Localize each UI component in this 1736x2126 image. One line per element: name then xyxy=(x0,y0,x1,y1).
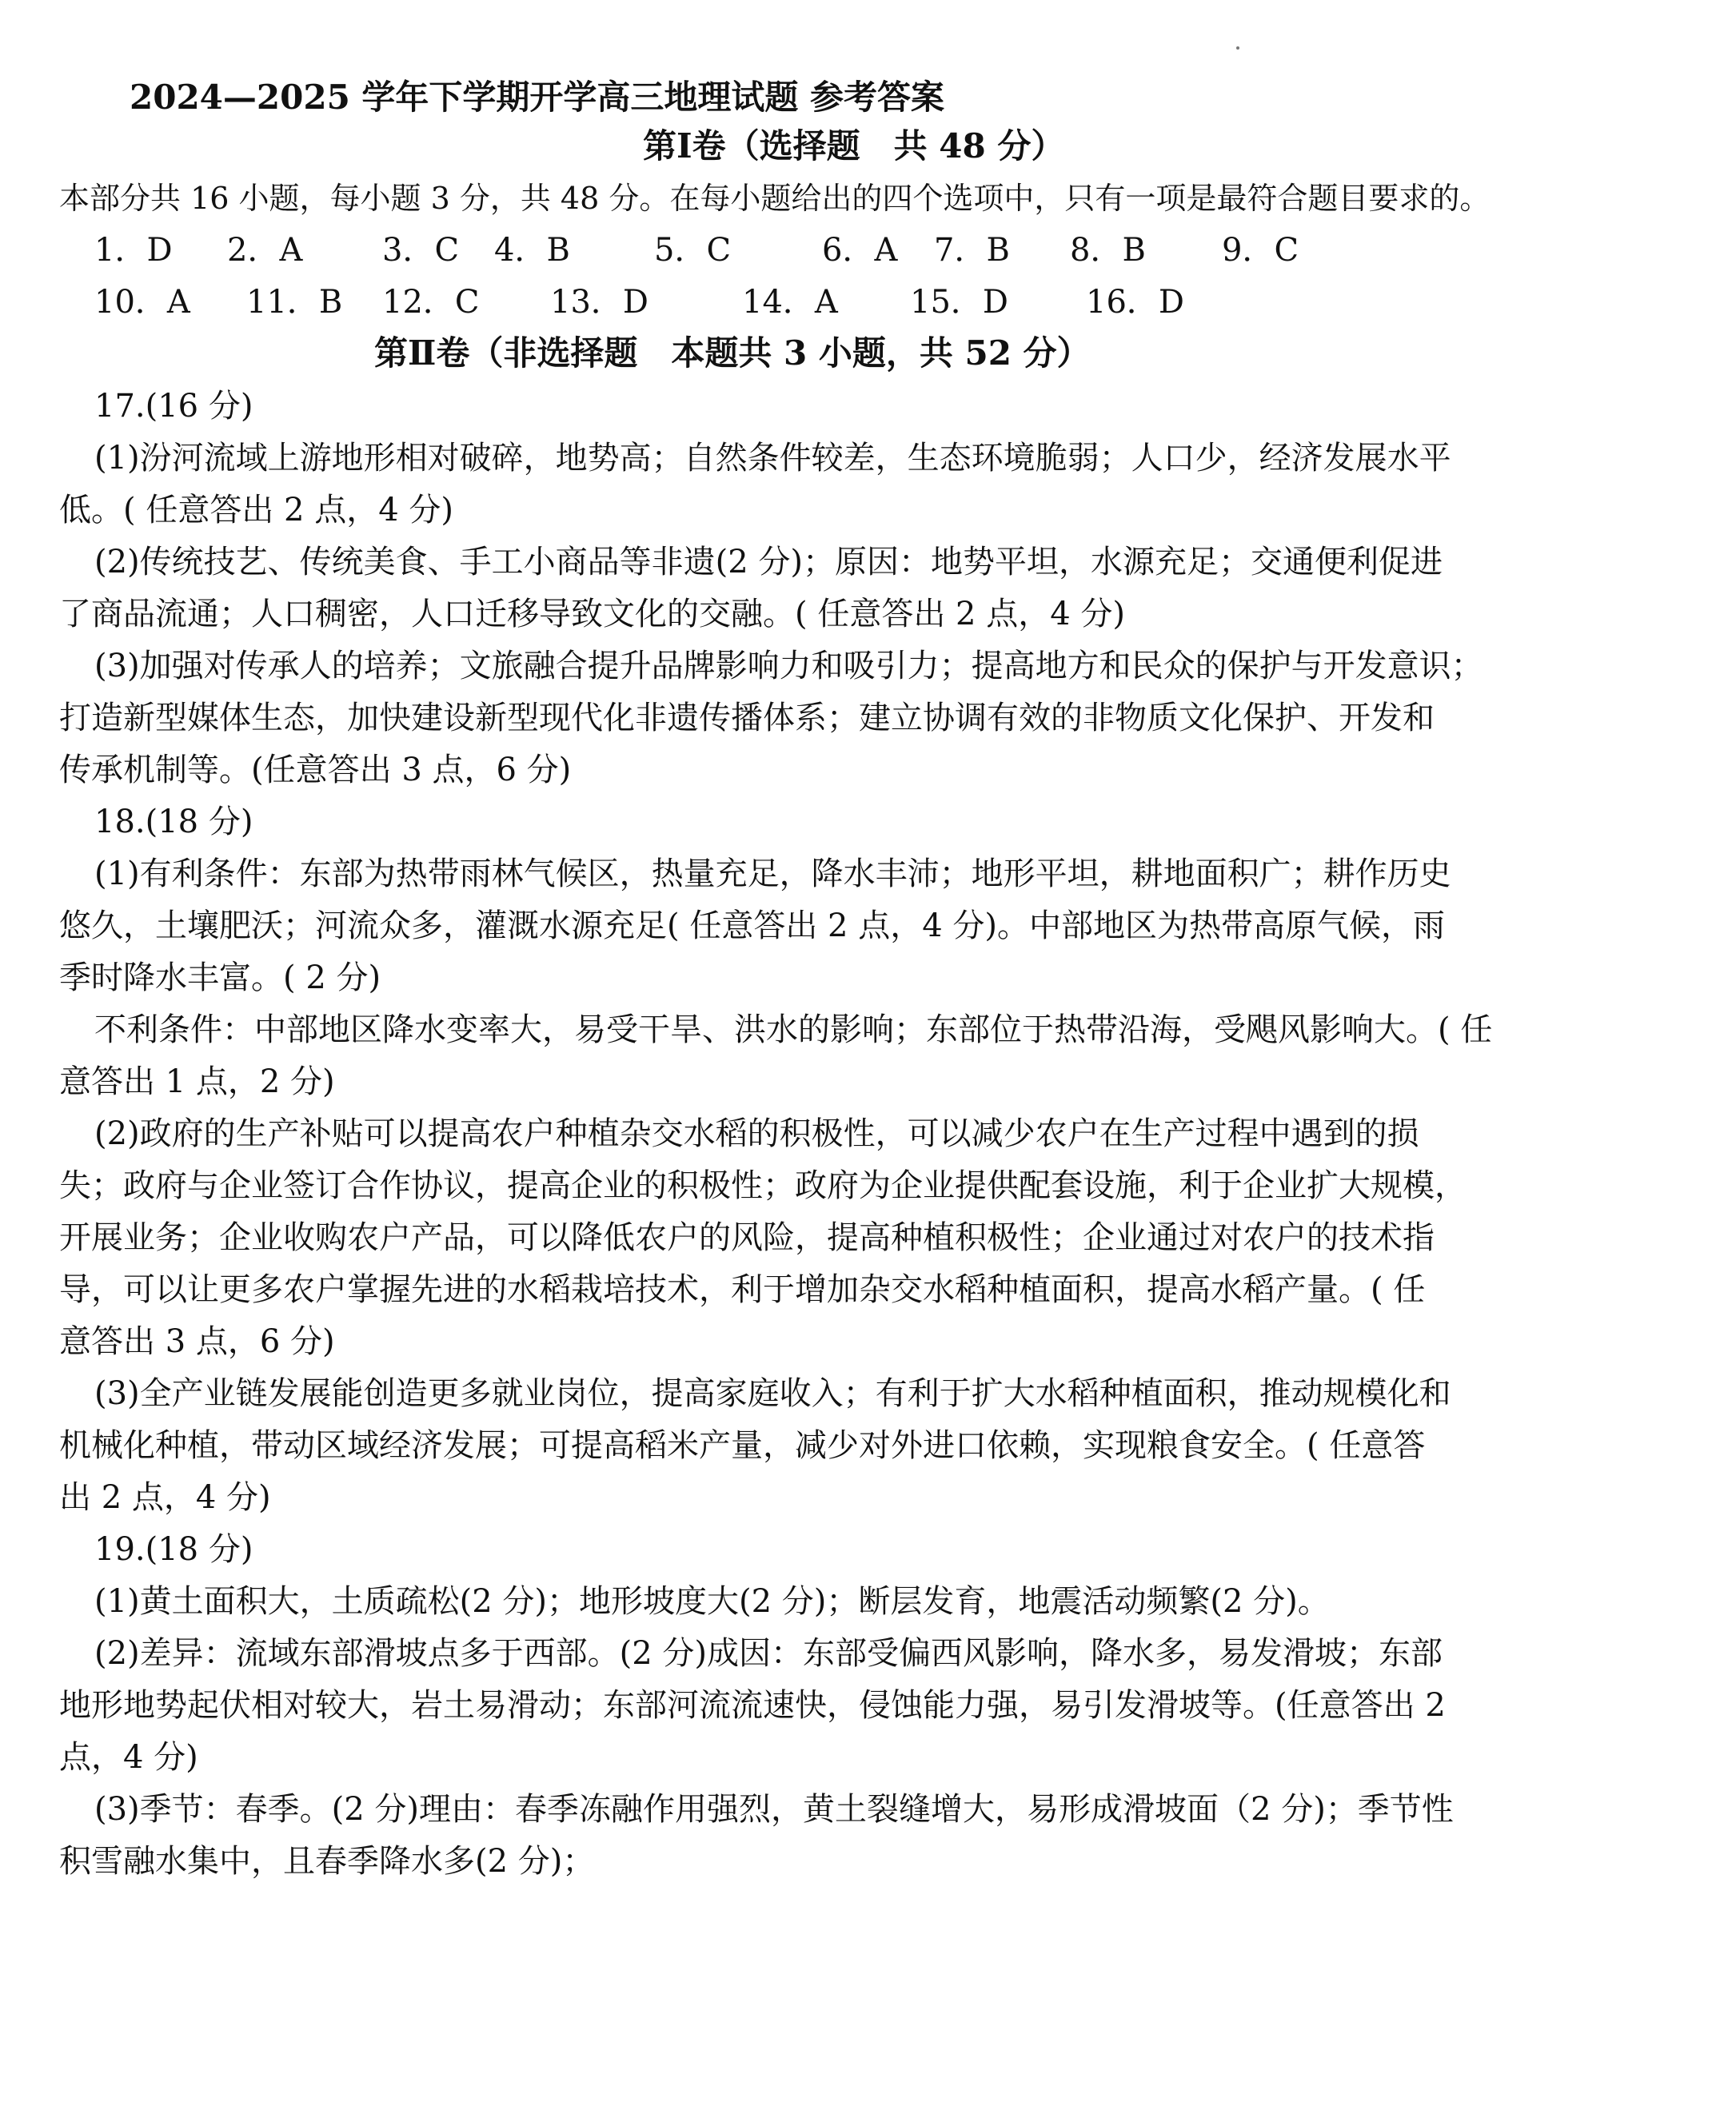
answer-text-line: 开展业务；企业收购农户产品，可以降低农户的风险，提高种植积极性；企业通过对农户的技术指 xyxy=(59,1219,1435,1256)
answer-text-line: 季时降水丰富。( 2 分) xyxy=(59,959,381,996)
part1-intro: 本部分共 16 小题，每小题 3 分，共 48 分。在每小题给出的四个选项中，只有一项是最符合题目要求的。 xyxy=(59,181,1491,216)
answer-1: 1．D xyxy=(94,232,173,269)
answer-3: 3．C xyxy=(382,232,460,269)
answer-text-line: 传承机制等。(任意答出 3 点，6 分) xyxy=(59,752,572,788)
answer-9: 9．C xyxy=(1222,232,1299,269)
answer-6: 6．A xyxy=(822,232,898,269)
scan-speck xyxy=(1236,46,1239,50)
answer-10: 10．A xyxy=(94,284,190,321)
answer-text-line: 机械化种植，带动区域经济发展；可提高稻米产量，减少对外进口依赖，实现粮食安全。( 任意答 xyxy=(59,1427,1426,1464)
answer-14: 14．A xyxy=(742,284,838,321)
answer-text-line: 了商品流通；人口稠密，人口迁移导致文化的交融。( 任意答出 2 点，4 分) xyxy=(59,596,1125,632)
answer-text-line: (2)政府的生产补贴可以提高农户种植杂交水稻的积极性，可以减少农户在生产过程中遇到的损 xyxy=(94,1115,1419,1152)
answer-text-line: (1)汾河流域上游地形相对破碎，地势高；自然条件较差，生态环境脆弱；人口少，经济发展水平 xyxy=(94,440,1451,477)
answer-text-line: (2)传统技艺、传统美食、手工小商品等非遗(2 分)；原因：地势平坦，水源充足；交通便利促进 xyxy=(94,544,1443,580)
answer-text-line: 17.(16 分) xyxy=(94,388,253,425)
answer-12: 12．C xyxy=(382,284,480,321)
answer-text-line: 18.(18 分) xyxy=(94,804,253,840)
answer-text-line: 点，4 分) xyxy=(59,1739,198,1776)
answer-text-line: 意答出 3 点，6 分) xyxy=(59,1323,335,1360)
answer-text-line: (3)全产业链发展能创造更多就业岗位，提高家庭收入；有利于扩大水稻种植面积，推动规模化和 xyxy=(94,1375,1451,1412)
answer-text-line: 打造新型媒体生态，加快建设新型现代化非遗传播体系；建立协调有效的非物质文化保护、开发和 xyxy=(59,700,1435,736)
part1-heading: 第Ⅰ卷（选择题 共 48 分） xyxy=(643,126,1065,166)
part2-heading: 第Ⅱ卷（非选择题 本题共 3 小题，共 52 分） xyxy=(374,333,1091,373)
answer-2: 2．A xyxy=(227,232,303,269)
answer-text-line: (1)黄土面积大，土质疏松(2 分)；地形坡度大(2 分)；断层发育，地震活动频繁(2 分)。 xyxy=(94,1583,1330,1620)
answer-11: 11．B xyxy=(246,284,343,321)
answer-text-line: 失；政府与企业签订合作协议，提高企业的积极性；政府为企业提供配套设施，利于企业扩大规模， xyxy=(59,1167,1467,1204)
answer-text-line: 19.(18 分) xyxy=(94,1531,253,1568)
answer-8: 8．B xyxy=(1070,232,1146,269)
answer-16: 16．D xyxy=(1086,284,1184,321)
answer-5: 5．C xyxy=(654,232,732,269)
answer-text-line: 出 2 点，4 分) xyxy=(59,1479,271,1516)
answer-text-line: (1)有利条件：东部为热带雨林气候区，热量充足，降水丰沛；地形平坦，耕地面积广；耕作历史 xyxy=(94,856,1451,892)
answer-text-line: 悠久，土壤肥沃；河流众多，灌溉水源充足( 任意答出 2 点，4 分)。中部地区为热带高原气候，雨 xyxy=(59,907,1445,944)
answer-text-line: 地形地势起伏相对较大，岩土易滑动；东部河流流速快，侵蚀能力强，易引发滑坡等。(任意答出 2 xyxy=(59,1687,1446,1724)
answer-text-line: 意答出 1 点，2 分) xyxy=(59,1063,335,1100)
answer-13: 13．D xyxy=(550,284,649,321)
answer-7: 7．B xyxy=(934,232,1010,269)
answer-text-line: (3)加强对传承人的培养；文旅融合提升品牌影响力和吸引力；提高地方和民众的保护与开发意识； xyxy=(94,648,1483,684)
answer-15: 15．D xyxy=(910,284,1008,321)
answer-text-line: (2)差异：流域东部滑坡点多于西部。(2 分)成因：东部受偏西风影响，降水多，易发滑坡；东部 xyxy=(94,1635,1443,1672)
answer-text-line: (3)季节：春季。(2 分)理由：春季冻融作用强烈，黄土裂缝增大，易形成滑坡面（2 分)；季节性 xyxy=(94,1791,1454,1828)
answer-text-line: 低。( 任意答出 2 点，4 分) xyxy=(59,492,453,529)
document-title: 2024—2025 学年下学期开学高三地理试题 参考答案 xyxy=(130,78,945,117)
answer-4: 4．B xyxy=(494,232,570,269)
answer-text-line: 不利条件：中部地区降水变率大，易受干旱、洪水的影响；东部位于热带沿海，受飓风影响大。( 任 xyxy=(94,1011,1493,1048)
answer-text-line: 导，可以让更多农户掌握先进的水稻栽培技术，利于增加杂交水稻种植面积，提高水稻产量。( 任 xyxy=(59,1271,1426,1308)
answer-text-line: 积雪融水集中，且春季降水多(2 分)； xyxy=(59,1843,595,1880)
